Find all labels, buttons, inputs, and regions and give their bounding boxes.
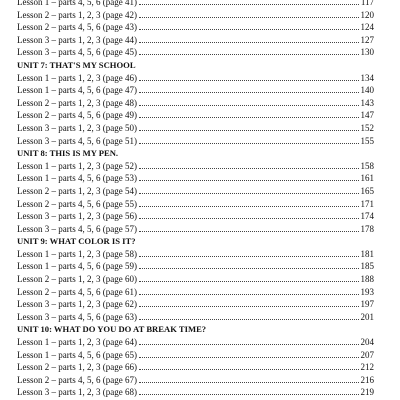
page-number: 197: [360, 299, 374, 310]
lesson-title: Lesson 1 – parts 4, 5, 6 (page 41): [17, 0, 137, 7]
unit-heading: UNIT 10: WHAT DO YOU DO AT BREAK TIME?: [17, 324, 207, 335]
page-number: 147: [360, 110, 374, 121]
toc-entry: [0, 21, 400, 34]
toc-entry: [0, 84, 400, 97]
page-number: 158: [360, 160, 374, 171]
lesson-title: Lesson 2 – parts 1, 2, 3 (page 60): [17, 274, 137, 285]
dot-leader: [139, 122, 359, 131]
page-number: 143: [360, 97, 374, 108]
page-number: 130: [360, 47, 374, 58]
page-number: 185: [360, 261, 374, 272]
dot-leader: [139, 21, 359, 30]
page-number: 174: [360, 211, 374, 222]
toc-entry: [0, 273, 400, 286]
unit-heading: UNIT 7: THAT'S MY SCHOOL: [17, 59, 136, 70]
toc-entry: [0, 0, 400, 9]
dot-leader: [139, 273, 359, 282]
page-number: 117: [360, 0, 374, 7]
dot-leader: [139, 72, 359, 81]
dot-leader: [139, 386, 359, 395]
lesson-title: Lesson 1 – parts 1, 2, 3 (page 46): [17, 72, 137, 83]
unit-heading: UNIT 8: THIS IS MY PEN.: [17, 148, 119, 159]
toc-entry: [0, 298, 400, 311]
lesson-title: Lesson 2 – parts 1, 2, 3 (page 48): [17, 97, 137, 108]
lesson-title: Lesson 1 – parts 4, 5, 6 (page 65): [17, 349, 137, 360]
toc-entry: [0, 198, 400, 211]
lesson-title: Lesson 1 – parts 1, 2, 3 (page 58): [17, 248, 137, 259]
dot-leader: [139, 135, 359, 144]
dot-leader: [139, 109, 359, 118]
page-number: 124: [360, 22, 374, 33]
toc-entry: [0, 97, 400, 110]
toc-entry: [0, 122, 400, 135]
page-number: 212: [360, 362, 374, 373]
page-number: 127: [360, 34, 374, 45]
lesson-title: Lesson 2 – parts 4, 5, 6 (page 55): [17, 198, 137, 209]
dot-leader: [139, 97, 359, 106]
lesson-title: Lesson 3 – parts 1, 2, 3 (page 68): [17, 387, 137, 398]
dot-leader: [139, 286, 359, 295]
lesson-title: Lesson 1 – parts 1, 2, 3 (page 64): [17, 337, 137, 348]
toc-entry: [0, 248, 400, 261]
toc-entry: [0, 223, 400, 236]
page-number: 120: [360, 9, 374, 20]
lesson-title: Lesson 3 – parts 4, 5, 6 (page 57): [17, 223, 137, 234]
dot-leader: [139, 260, 359, 269]
lesson-title: Lesson 2 – parts 4, 5, 6 (page 49): [17, 110, 137, 121]
lesson-title: Lesson 2 – parts 1, 2, 3 (page 54): [17, 185, 137, 196]
toc-entry: [0, 72, 400, 85]
toc-entry: [0, 311, 400, 324]
toc-entry: [0, 349, 400, 362]
lesson-title: Lesson 1 – parts 4, 5, 6 (page 59): [17, 261, 137, 272]
page-number: 155: [360, 135, 374, 146]
lesson-title: Lesson 3 – parts 1, 2, 3 (page 56): [17, 211, 137, 222]
toc-entry: [0, 172, 400, 185]
dot-leader: [139, 185, 359, 194]
lesson-title: Lesson 3 – parts 1, 2, 3 (page 62): [17, 299, 137, 310]
page-number: 207: [360, 349, 374, 360]
lesson-title: Lesson 1 – parts 4, 5, 6 (page 53): [17, 173, 137, 184]
lesson-title: Lesson 1 – parts 4, 5, 6 (page 47): [17, 85, 137, 96]
dot-leader: [139, 172, 359, 181]
dot-leader: [139, 361, 359, 370]
toc-entry: [0, 386, 400, 399]
toc-entry: [0, 210, 400, 223]
dot-leader: [139, 34, 359, 43]
lesson-title: Lesson 2 – parts 4, 5, 6 (page 43): [17, 22, 137, 33]
dot-leader: [139, 349, 359, 358]
toc-entry: [0, 374, 400, 387]
lesson-title: Lesson 2 – parts 4, 5, 6 (page 67): [17, 374, 137, 385]
lesson-title: Lesson 3 – parts 4, 5, 6 (page 45): [17, 47, 137, 58]
toc-entry: [0, 336, 400, 349]
dot-leader: [139, 223, 359, 232]
page-number: 165: [360, 185, 374, 196]
page-number: 161: [360, 173, 374, 184]
dot-leader: [139, 160, 359, 169]
dot-leader: [139, 298, 359, 307]
dot-leader: [139, 248, 359, 257]
dot-leader: [139, 0, 359, 5]
page-number: 219: [360, 387, 374, 398]
page-number: 188: [360, 274, 374, 285]
lesson-title: Lesson 2 – parts 1, 2, 3 (page 42): [17, 9, 137, 20]
toc-entry: [0, 260, 400, 273]
toc-entry: [0, 135, 400, 148]
page-number: 204: [360, 337, 374, 348]
dot-leader: [139, 84, 359, 93]
toc-entry: [0, 361, 400, 374]
dot-leader: [139, 210, 359, 219]
dot-leader: [139, 374, 359, 383]
toc-entry: [0, 109, 400, 122]
lesson-title: Lesson 2 – parts 4, 5, 6 (page 61): [17, 286, 137, 297]
lesson-title: Lesson 2 – parts 1, 2, 3 (page 66): [17, 362, 137, 373]
toc-entry: [0, 286, 400, 299]
unit-heading: UNIT 9: WHAT COLOR IS IT?: [17, 236, 136, 247]
lesson-title: Lesson 3 – parts 1, 2, 3 (page 44): [17, 34, 137, 45]
lesson-title: Lesson 3 – parts 1, 2, 3 (page 50): [17, 122, 137, 133]
lesson-title: Lesson 1 – parts 1, 2, 3 (page 52): [17, 160, 137, 171]
lesson-title: Lesson 3 – parts 4, 5, 6 (page 63): [17, 311, 137, 322]
dot-leader: [139, 336, 359, 345]
page-number: 152: [360, 122, 374, 133]
page-number: 134: [360, 72, 374, 83]
dot-leader: [139, 46, 359, 55]
toc-entry: [0, 34, 400, 47]
page-number: 178: [360, 223, 374, 234]
dot-leader: [139, 9, 359, 18]
toc-entry: [0, 9, 400, 22]
page-number: 140: [360, 85, 374, 96]
toc-entry: [0, 46, 400, 59]
page-number: 193: [360, 286, 374, 297]
dot-leader: [139, 198, 359, 207]
lesson-title: Lesson 3 – parts 4, 5, 6 (page 51): [17, 135, 137, 146]
toc-entry: [0, 160, 400, 173]
page-number: 181: [360, 248, 374, 259]
page-number: 201: [360, 311, 374, 322]
toc-entry: [0, 185, 400, 198]
page-number: 171: [360, 198, 374, 209]
page-number: 216: [360, 374, 374, 385]
dot-leader: [139, 311, 359, 320]
